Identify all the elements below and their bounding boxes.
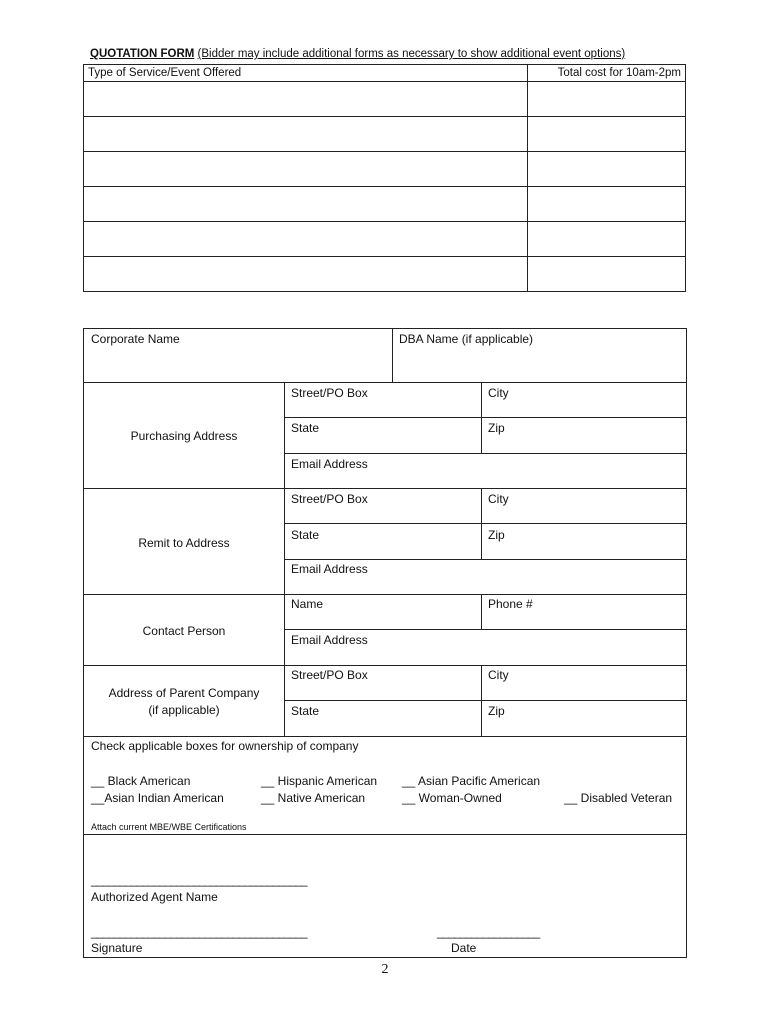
remit-city-field[interactable]: City <box>488 492 509 506</box>
purchasing-state-field[interactable]: State <box>291 421 320 435</box>
divider <box>284 559 687 560</box>
checkbox-asian-indian-american[interactable]: __Asian Indian American <box>91 791 224 805</box>
page-number: 2 <box>381 962 389 977</box>
corporate-name-field[interactable]: Corporate Name <box>91 332 180 346</box>
contact-name-field[interactable]: Name <box>291 597 324 611</box>
table-row <box>84 82 686 117</box>
signature-label: Signature <box>91 941 143 955</box>
cost-column-header: Total cost for 10am-2pm <box>528 65 686 82</box>
checkbox-woman-owned[interactable]: __ Woman-Owned <box>402 791 502 805</box>
divider <box>83 834 687 835</box>
purchasing-address-label: Purchasing Address <box>130 429 238 443</box>
divider <box>83 488 687 489</box>
attach-certifications-note: Attach current MBE/WBE Certifications <box>91 822 247 832</box>
date-label: Date <box>451 941 477 955</box>
purchasing-zip-field[interactable]: Zip <box>488 421 505 435</box>
table-row <box>84 117 686 152</box>
divider <box>392 328 393 382</box>
table-row <box>84 222 686 257</box>
divider <box>481 665 482 736</box>
service-cell[interactable] <box>84 152 528 187</box>
cost-cell[interactable] <box>528 152 686 187</box>
service-cell[interactable] <box>84 117 528 152</box>
checkbox-native-american[interactable]: __ Native American <box>261 791 366 805</box>
checkbox-black-american[interactable]: __ Black American <box>91 774 191 788</box>
table-row <box>84 187 686 222</box>
parent-city-field[interactable]: City <box>488 668 509 682</box>
form-title: QUOTATION FORM <box>90 48 195 60</box>
remit-street-field[interactable]: Street/PO Box <box>291 492 368 506</box>
contact-email-field[interactable]: Email Address <box>291 633 368 647</box>
quotation-table <box>83 64 686 292</box>
divider <box>83 665 687 666</box>
date-line[interactable]: __________________ <box>437 925 540 939</box>
divider <box>284 453 687 454</box>
purchasing-street-field[interactable]: Street/PO Box <box>291 386 368 400</box>
divider <box>481 488 482 559</box>
service-column-header: Type of Service/Event Offered <box>84 65 528 82</box>
agent-name-label: Authorized Agent Name <box>91 890 218 904</box>
contact-phone-field[interactable]: Phone # <box>488 597 533 611</box>
checkbox-hispanic-american[interactable]: __ Hispanic American <box>261 774 378 788</box>
agent-name-line[interactable]: ______________________________________ <box>91 873 307 887</box>
service-cell[interactable] <box>84 82 528 117</box>
divider <box>83 382 687 383</box>
service-cell[interactable] <box>84 222 528 257</box>
cost-cell[interactable] <box>528 117 686 152</box>
parent-company-sublabel: (if applicable) <box>148 703 220 717</box>
divider <box>284 629 687 630</box>
cost-cell[interactable] <box>528 257 686 292</box>
form-note: (Bidder may include additional forms as necessary to show additional event options) <box>197 48 626 60</box>
divider <box>83 594 687 595</box>
divider <box>83 736 687 737</box>
cost-cell[interactable] <box>528 82 686 117</box>
service-cell[interactable] <box>84 257 528 292</box>
table-row <box>84 257 686 292</box>
remit-email-field[interactable]: Email Address <box>291 562 368 576</box>
table-row <box>84 152 686 187</box>
contact-person-label: Contact Person <box>142 624 226 638</box>
remit-address-label: Remit to Address <box>138 536 230 550</box>
cost-cell[interactable] <box>528 222 686 257</box>
checkbox-asian-pacific-american[interactable]: __ Asian Pacific American <box>402 774 541 788</box>
divider <box>481 382 482 453</box>
divider <box>284 523 687 524</box>
parent-company-label: Address of Parent Company <box>108 686 260 700</box>
purchasing-city-field[interactable]: City <box>488 386 509 400</box>
dba-name-field[interactable]: DBA Name (if applicable) <box>399 332 534 346</box>
signature-line[interactable]: ______________________________________ <box>91 925 307 939</box>
remit-zip-field[interactable]: Zip <box>488 528 505 542</box>
divider <box>481 594 482 629</box>
divider <box>284 700 687 701</box>
company-info-form <box>83 328 687 958</box>
purchasing-email-field[interactable]: Email Address <box>291 457 368 471</box>
divider <box>284 417 687 418</box>
form-header <box>90 48 625 60</box>
remit-state-field[interactable]: State <box>291 528 320 542</box>
cost-cell[interactable] <box>528 187 686 222</box>
checkbox-disabled-veteran[interactable]: __ Disabled Veteran <box>564 791 673 805</box>
quotation-table-header <box>84 65 686 82</box>
parent-state-field[interactable]: State <box>291 704 320 718</box>
parent-street-field[interactable]: Street/PO Box <box>291 668 368 682</box>
service-cell[interactable] <box>84 187 528 222</box>
ownership-instruction: Check applicable boxes for ownership of company <box>91 739 359 753</box>
parent-zip-field[interactable]: Zip <box>488 704 505 718</box>
